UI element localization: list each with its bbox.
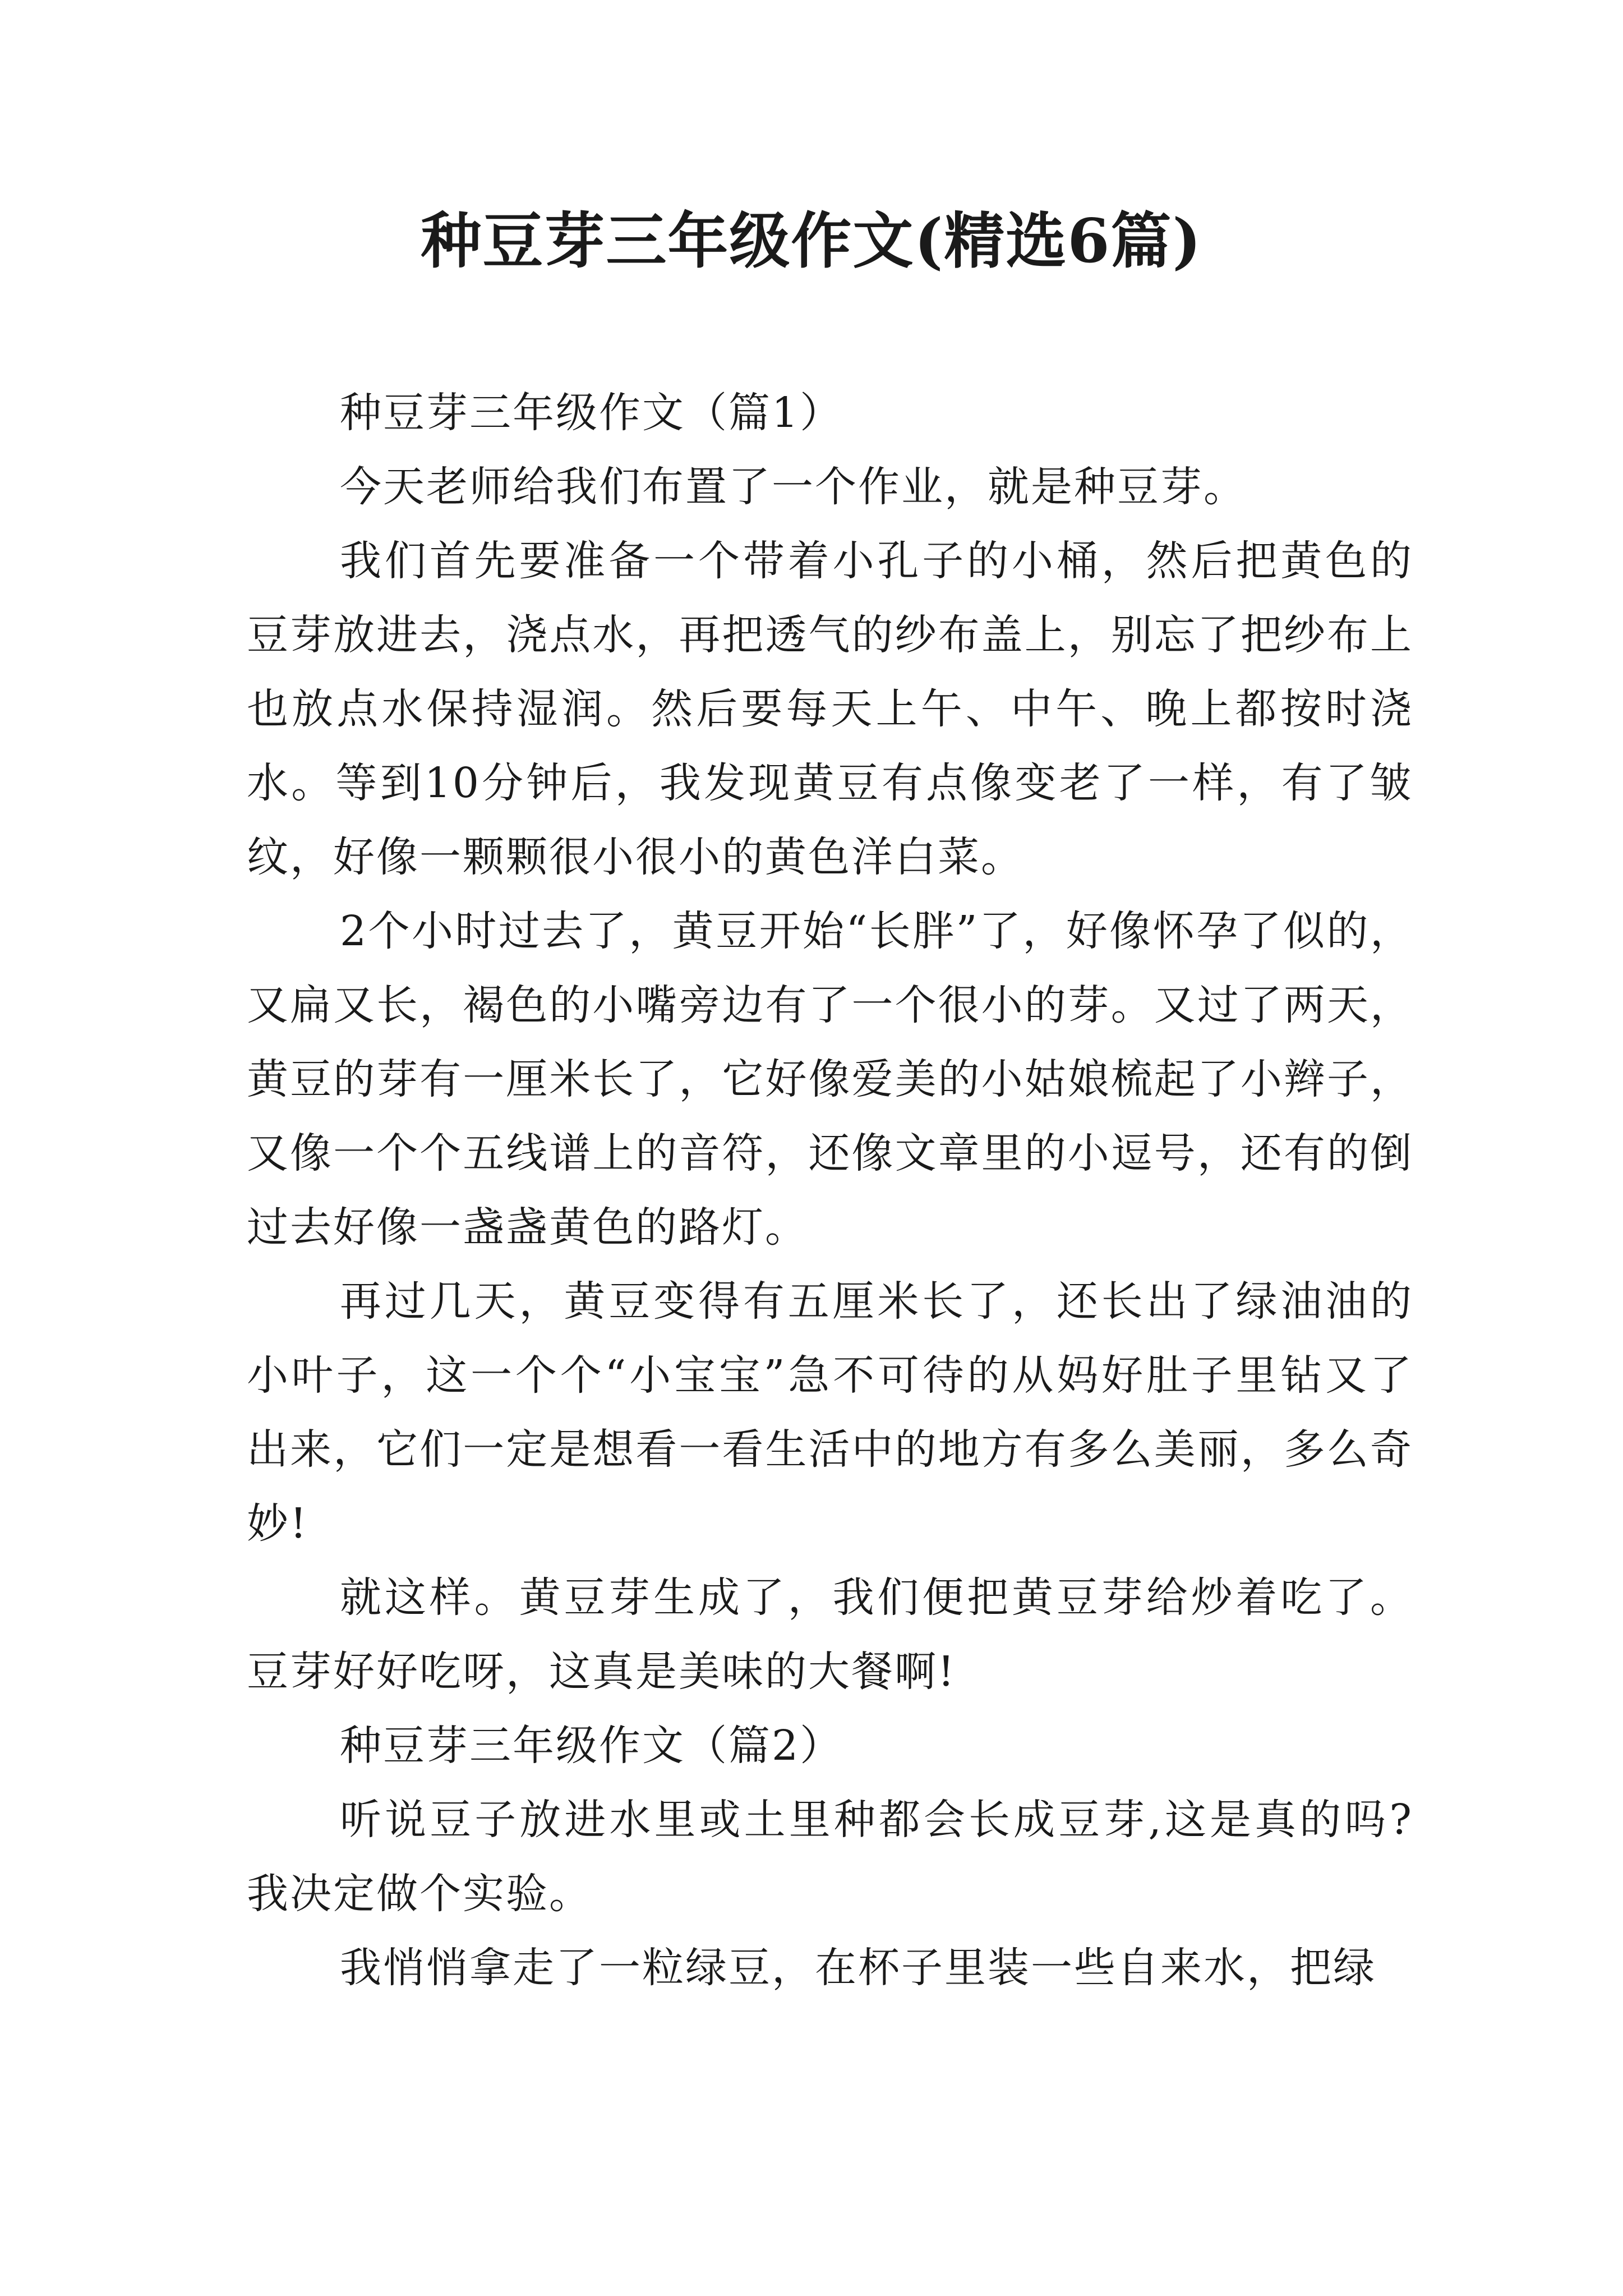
document-body	[247, 376, 1413, 2005]
paragraph: 我们首先要准备一个带着小孔子的小桶，然后把黄色的豆芽放进去，浇点水，再把透气的纱布盖上，别忘了把纱布上也放点水保持湿润。然后要每天上午、中午、晚上都按时浇水。等到10分钟后，我发现黄豆有点像变老了一样，有了皱纹，好像一颗颗很小很小的黄色洋白菜。	[247, 537, 1413, 881]
section-heading-2: 种豆芽三年级作文（篇2）	[340, 1722, 843, 1770]
section-heading-1: 种豆芽三年级作文（篇1）	[340, 389, 843, 437]
paragraph: 就这样。黄豆芽生成了，我们便把黄豆芽给炒着吃了。豆芽好好吃呀，这真是美味的大餐啊!	[247, 1573, 1413, 1696]
paragraph: 听说豆子放进水里或土里种都会长成豆芽,这是真的吗?我决定做个实验。	[247, 1796, 1413, 1918]
document-title: 种豆芽三年级作文(精选6篇)	[421, 206, 1202, 277]
paragraph: 我悄悄拿走了一粒绿豆，在杯子里装一些自来水，把绿	[340, 1944, 1376, 1992]
paragraph: 再过几天，黄豆变得有五厘米长了，还长出了绿油油的小叶子，这一个个“小宝宝”急不可待的从妈好肚子里钻又了出来，它们一定是想看一看生活中的地方有多么美丽，多么奇妙!	[247, 1277, 1413, 1548]
paragraph: 今天老师给我们布置了一个作业，就是种豆芽。	[340, 463, 1247, 511]
paragraph: 2个小时过去了，黄豆开始“长胖”了，好像怀孕了似的，又扁又长，褐色的小嘴旁边有了一个很小的芽。又过了两天，黄豆的芽有一厘米长了，它好像爱美的小姑娘梳起了小辫子，又像一个个五线谱上的音符，还像文章里的小逗号，还有的倒过去好像一盏盏黄色的路灯。	[247, 907, 1413, 1251]
